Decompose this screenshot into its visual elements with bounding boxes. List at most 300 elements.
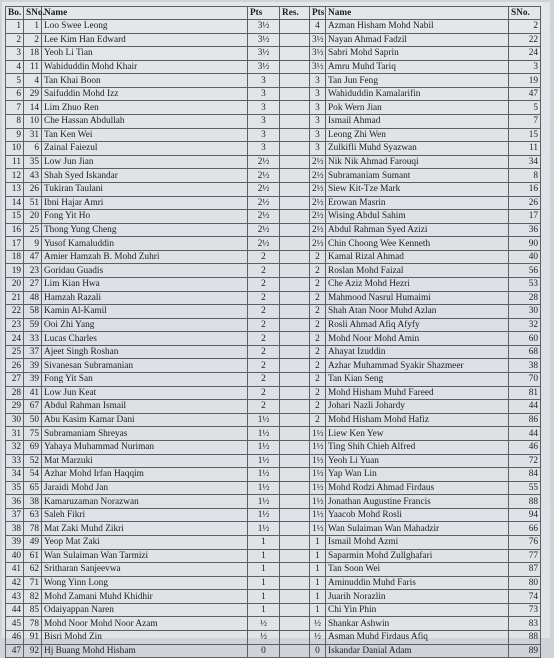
black-player-name: Liew Ken Yew [326,427,509,441]
result-cell [280,277,310,291]
black-sno: 44 [509,427,541,441]
board-number: 22 [6,305,24,319]
board-number: 1 [6,20,24,34]
board-number: 24 [6,332,24,346]
white-player-name: Fong Yit Ho [42,210,248,224]
black-points: 3½ [310,33,326,47]
white-sno: 33 [24,332,42,346]
black-player-name: Azman Hisham Mohd Nabil [326,20,509,34]
white-player-name: Tan Ken Wei [42,128,248,142]
result-cell [280,318,310,332]
black-points: 1½ [310,454,326,468]
black-sno: 73 [509,603,541,617]
black-points: 2½ [310,237,326,251]
result-cell [280,33,310,47]
board-number: 27 [6,373,24,387]
black-sno: 32 [509,318,541,332]
result-cell [280,250,310,264]
black-sno: 66 [509,522,541,536]
white-points: 3½ [248,60,280,74]
board-number: 5 [6,74,24,88]
white-player-name: Lucas Charles [42,332,248,346]
black-sno: 53 [509,277,541,291]
result-cell [280,535,310,549]
black-sno: 89 [509,644,541,658]
black-sno: 7 [509,115,541,129]
black-player-name: Chin Choong Wee Kenneth [326,237,509,251]
black-points: 3 [310,142,326,156]
white-points: ½ [248,617,280,631]
black-points: 2 [310,305,326,319]
white-player-name: Ajeet Singh Roshan [42,345,248,359]
black-player-name: Aminuddin Muhd Faris [326,576,509,590]
black-sno: 86 [509,413,541,427]
black-player-name: Johari Nazli Johardy [326,400,509,414]
white-player-name: Bisri Mohd Zin [42,631,248,645]
black-points: 4 [310,20,326,34]
result-cell [280,440,310,454]
black-player-name: Tan Kian Seng [326,373,509,387]
board-number: 44 [6,603,24,617]
white-sno: 23 [24,264,42,278]
white-sno: 20 [24,210,42,224]
black-points: 2 [310,318,326,332]
white-points: 3½ [248,47,280,61]
black-player-name: Erowan Masrin [326,196,509,210]
white-points: 2 [248,400,280,414]
black-points: 1½ [310,495,326,509]
black-player-name: Ahayat Izuddin [326,345,509,359]
black-player-name: Siew Kit-Tze Mark [326,182,509,196]
result-cell [280,264,310,278]
black-sno: 55 [509,481,541,495]
white-sno: 14 [24,101,42,115]
board-number: 18 [6,250,24,264]
black-sno: 11 [509,142,541,156]
result-cell [280,210,310,224]
table-row [6,576,541,590]
board-number: 37 [6,508,24,522]
board-number: 9 [6,128,24,142]
white-points: 2½ [248,196,280,210]
header-pts-white: Pts [248,7,280,20]
board-number: 42 [6,576,24,590]
black-player-name: Roslan Mohd Faizal [326,264,509,278]
white-sno: 61 [24,549,42,563]
white-sno: 25 [24,223,42,237]
black-player-name: Jonathan Augustine Francis [326,495,509,509]
board-number: 23 [6,318,24,332]
black-points: 2 [310,373,326,387]
white-player-name: Lim Kian Hwa [42,277,248,291]
board-number: 21 [6,291,24,305]
white-points: 2 [248,386,280,400]
board-number: 13 [6,182,24,196]
white-sno: 49 [24,535,42,549]
white-sno: 92 [24,644,42,658]
white-sno: 54 [24,468,42,482]
white-points: 1½ [248,413,280,427]
black-points: 2 [310,413,326,427]
table-row [6,115,541,129]
table-row [6,563,541,577]
white-player-name: Yahaya Muhammad Nuriman [42,440,248,454]
white-player-name: Saifuddin Mohd Izz [42,87,248,101]
black-player-name: Abdul Rahman Syed Azizi [326,223,509,237]
black-player-name: Shankar Ashwin [326,617,509,631]
black-player-name: Chi Yin Phin [326,603,509,617]
black-points: 2 [310,332,326,346]
black-sno: 72 [509,454,541,468]
header-name-black: Name [326,7,509,20]
result-cell [280,481,310,495]
black-sno: 94 [509,508,541,522]
board-number: 25 [6,345,24,359]
table-row [6,210,541,224]
white-player-name: Fong Yit San [42,373,248,387]
white-sno: 26 [24,182,42,196]
black-player-name: Wahiduddin Kamalarifin [326,87,509,101]
white-points: 1 [248,590,280,604]
white-player-name: Loo Swee Leong [42,20,248,34]
black-player-name: Yaacob Mohd Rosli [326,508,509,522]
black-player-name: Tan Soon Wei [326,563,509,577]
board-number: 32 [6,440,24,454]
black-player-name: Che Aziz Mohd Hezri [326,277,509,291]
black-sno: 88 [509,495,541,509]
result-cell [280,237,310,251]
black-player-name: Yeoh Li Yuan [326,454,509,468]
table-row [6,617,541,631]
board-number: 16 [6,223,24,237]
white-points: 0 [248,644,280,658]
black-sno: 16 [509,182,541,196]
table-row [6,250,541,264]
board-number: 20 [6,277,24,291]
board-number: 3 [6,47,24,61]
board-number: 36 [6,495,24,509]
white-points: 2 [248,264,280,278]
board-number: 17 [6,237,24,251]
black-player-name: Sabri Mohd Saprin [326,47,509,61]
result-cell [280,617,310,631]
black-player-name: Wan Sulaiman Wan Mahadzir [326,522,509,536]
table-row [6,413,541,427]
white-player-name: Yeoh Li Tian [42,47,248,61]
white-points: 2 [248,291,280,305]
result-cell [280,101,310,115]
table-row [6,237,541,251]
table-row [6,101,541,115]
black-player-name: Mohd Rodzi Ahmad Firdaus [326,481,509,495]
result-cell [280,400,310,414]
white-sno: 11 [24,60,42,74]
white-sno: 31 [24,128,42,142]
white-player-name: Kamaruzaman Norazwan [42,495,248,509]
board-number: 29 [6,400,24,414]
result-cell [280,631,310,645]
table-row [6,386,541,400]
table-row [6,603,541,617]
black-player-name: Saparmin Mohd Zullghafari [326,549,509,563]
table-row [6,196,541,210]
white-points: 2 [248,277,280,291]
white-player-name: Sivanesan Subramanian [42,359,248,373]
white-player-name: Abdul Rahman Ismail [42,400,248,414]
board-number: 4 [6,60,24,74]
white-player-name: Lee Kim Han Edward [42,33,248,47]
black-player-name: Mohd Hisham Mohd Hafiz [326,413,509,427]
white-sno: 82 [24,590,42,604]
black-player-name: Juarih Norazlin [326,590,509,604]
black-points: 2½ [310,155,326,169]
table-row [6,305,541,319]
table-row [6,142,541,156]
result-cell [280,508,310,522]
board-number: 7 [6,101,24,115]
white-sno: 51 [24,196,42,210]
result-cell [280,60,310,74]
result-cell [280,47,310,61]
white-points: 2 [248,373,280,387]
white-player-name: Mohd Zamani Muhd Khidhir [42,590,248,604]
table-row [6,454,541,468]
white-points: 2½ [248,155,280,169]
table-row [6,468,541,482]
table-row [6,277,541,291]
black-points: 2 [310,400,326,414]
table-row [6,20,541,34]
result-cell [280,563,310,577]
white-sno: 43 [24,169,42,183]
black-sno: 47 [509,87,541,101]
board-number: 41 [6,563,24,577]
white-sno: 48 [24,291,42,305]
white-points: 2½ [248,169,280,183]
white-points: 3 [248,115,280,129]
black-player-name: Mohd Hisham Muhd Fareed [326,386,509,400]
black-points: 1 [310,549,326,563]
board-number: 43 [6,590,24,604]
black-player-name: Ismail Mohd Azmi [326,535,509,549]
table-row [6,590,541,604]
table-row [6,644,541,658]
result-cell [280,332,310,346]
black-points: 2 [310,359,326,373]
black-player-name: Mahmood Nasrul Humaimi [326,291,509,305]
white-sno: 62 [24,563,42,577]
board-number: 35 [6,481,24,495]
white-player-name: Amier Hamzah B. Mohd Zuhri [42,250,248,264]
black-player-name: Pok Wern Jian [326,101,509,115]
black-sno: 88 [509,631,541,645]
white-sno: 59 [24,318,42,332]
white-points: 2 [248,318,280,332]
white-player-name: Kamin Al-Kamil [42,305,248,319]
white-points: 1½ [248,508,280,522]
white-player-name: Wan Sulaiman Wan Tarmizi [42,549,248,563]
table-row [6,47,541,61]
black-player-name: Ismail Ahmad [326,115,509,129]
white-sno: 63 [24,508,42,522]
white-player-name: Tukiran Taulani [42,182,248,196]
white-points: 1½ [248,495,280,509]
board-number: 15 [6,210,24,224]
table-row [6,60,541,74]
result-cell [280,142,310,156]
result-cell [280,345,310,359]
result-cell [280,386,310,400]
result-cell [280,128,310,142]
result-cell [280,495,310,509]
black-points: 1½ [310,468,326,482]
table-row [6,495,541,509]
board-number: 28 [6,386,24,400]
white-points: 3 [248,142,280,156]
white-sno: 18 [24,47,42,61]
white-points: 1½ [248,440,280,454]
result-cell [280,223,310,237]
white-sno: 47 [24,250,42,264]
white-sno: 35 [24,155,42,169]
white-player-name: Wahiduddin Mohd Khair [42,60,248,74]
header-name-white: Name [42,7,248,20]
white-sno: 69 [24,440,42,454]
result-cell [280,182,310,196]
table-row [6,522,541,536]
black-sno: 44 [509,400,541,414]
board-number: 30 [6,413,24,427]
black-sno: 76 [509,535,541,549]
result-cell [280,305,310,319]
white-points: 3 [248,74,280,88]
black-points: 1 [310,563,326,577]
black-points: ½ [310,631,326,645]
white-sno: 78 [24,522,42,536]
black-sno: 36 [509,223,541,237]
white-sno: 65 [24,481,42,495]
black-points: 2½ [310,210,326,224]
black-player-name: Asman Muhd Firdaus Afiq [326,631,509,645]
black-points: 2 [310,264,326,278]
white-sno: 52 [24,454,42,468]
table-row [6,291,541,305]
white-sno: 75 [24,427,42,441]
black-sno: 5 [509,101,541,115]
white-points: 2½ [248,237,280,251]
board-number: 12 [6,169,24,183]
white-player-name: Zainal Faiezul [42,142,248,156]
white-player-name: Low Jun Jian [42,155,248,169]
table-row [6,400,541,414]
white-player-name: Mat Zaki Muhd Zikri [42,522,248,536]
white-player-name: Jaraidi Mohd Jan [42,481,248,495]
table-body [6,20,541,658]
result-cell [280,115,310,129]
black-sno: 24 [509,47,541,61]
white-player-name: Abu Kasim Kamar Dani [42,413,248,427]
table-header-row [6,7,541,20]
white-player-name: Tan Khai Boon [42,74,248,88]
white-player-name: Ooi Zhi Yang [42,318,248,332]
white-player-name: Goridau Guadis [42,264,248,278]
result-cell [280,590,310,604]
white-sno: 78 [24,617,42,631]
result-cell [280,454,310,468]
board-number: 26 [6,359,24,373]
white-points: 3 [248,128,280,142]
table-row [6,87,541,101]
white-points: 2½ [248,210,280,224]
white-player-name: Ibni Hajar Amri [42,196,248,210]
result-cell [280,169,310,183]
black-sno: 80 [509,576,541,590]
black-player-name: Rosli Ahmad Afiq Afyfy [326,318,509,332]
black-sno: 3 [509,60,541,74]
white-points: 2½ [248,223,280,237]
black-sno: 46 [509,440,541,454]
board-number: 11 [6,155,24,169]
pairings-table [5,6,541,658]
board-number: 47 [6,644,24,658]
black-player-name: Subramaniam Sumant [326,169,509,183]
white-points: 1½ [248,481,280,495]
white-points: 2½ [248,182,280,196]
board-number: 19 [6,264,24,278]
table-row [6,345,541,359]
white-points: 3½ [248,20,280,34]
black-sno: 30 [509,305,541,319]
white-sno: 29 [24,87,42,101]
white-player-name: Hamzah Razali [42,291,248,305]
black-sno: 87 [509,563,541,577]
white-points: 2 [248,359,280,373]
black-sno: 22 [509,33,541,47]
result-cell [280,74,310,88]
black-points: 3 [310,101,326,115]
white-sno: 67 [24,400,42,414]
white-sno: 39 [24,373,42,387]
white-points: 3½ [248,33,280,47]
black-points: 1½ [310,508,326,522]
black-points: 3½ [310,47,326,61]
black-points: 3 [310,128,326,142]
black-points: 1 [310,576,326,590]
black-points: 3 [310,115,326,129]
table-row [6,549,541,563]
black-player-name: Tan Jun Feng [326,74,509,88]
white-player-name: Mohd Noor Mohd Noor Azam [42,617,248,631]
black-points: 2 [310,250,326,264]
black-sno: 15 [509,128,541,142]
black-player-name: Shah Atan Noor Muhd Azlan [326,305,509,319]
black-points: 2 [310,386,326,400]
header-sno-white: SNo. [24,7,42,20]
white-points: 1 [248,563,280,577]
white-player-name: Subramaniam Shreyas [42,427,248,441]
black-points: 3½ [310,60,326,74]
white-points: 1 [248,549,280,563]
board-number: 34 [6,468,24,482]
board-number: 33 [6,454,24,468]
white-sno: 10 [24,115,42,129]
result-cell [280,413,310,427]
table-row [6,427,541,441]
black-points: 1 [310,603,326,617]
white-player-name: Wong Yinn Long [42,576,248,590]
table-row [6,481,541,495]
white-sno: 85 [24,603,42,617]
